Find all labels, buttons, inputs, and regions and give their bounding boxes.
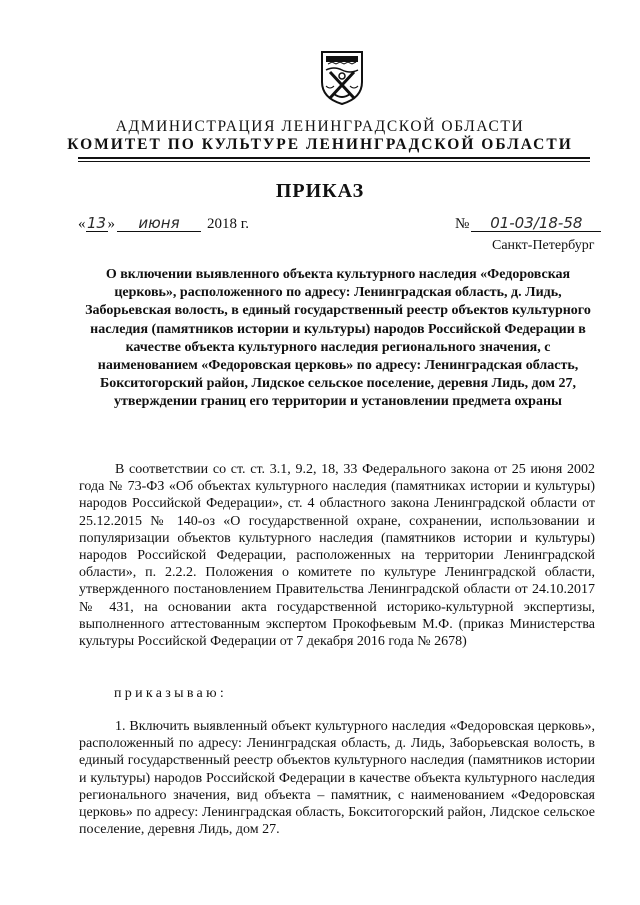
document-title: ПРИКАЗ [275,180,365,202]
coat-of-arms-icon [318,50,366,106]
city-name: Санкт-Петербург [492,238,595,253]
date-month: июня [117,215,201,232]
document-date [78,215,249,233]
organization-name: АДМИНИСТРАЦИЯ ЛЕНИНГРАДСКОЙ ОБЛАСТИ [115,118,525,135]
order-item-1: 1. Включить выявленный объект культурного наследия «Федоровская церковь», расположенный по адресу: Ленинградская область, д. Лидь, Заборьевская волость, в единый государственный реестр объектов культурного наследия (памятников истории и культуры) народов Российской Федерации в качестве объекта культурного наследия регионального значения, вид объекта – памятник, с наименованием «Федоровская церковь» по адресу: Ленинградская область, Бокситогорский район, Лидское сельское поселение, деревня Лидь, дом 27. [79,719,595,838]
document-number [455,215,601,233]
date-open-quote: « [78,216,86,232]
header-divider-thin [78,161,590,162]
number-value: 01-03/18-58 [471,215,601,232]
order-word: приказываю: [114,686,228,701]
date-close-quote: » [107,216,115,232]
document-subject: О включении выявленного объекта культурного наследия «Федоровская церковь», расположенного по адресу: Ленинградская область, д. Лидь, Заборьевская волость, в единый государственный реестр объектов культурного наследия (памятников истории и культуры) народов Российской Федерации в качестве объекта культурного наследия регионального значения, с наименованием «Федоровская церковь» по адресу: Ленинградская область, Бокситогорский район, Лидское сельское поселение, деревня Лидь, дом 27, утверждении границ его территории и установлении предмета охраны [85,267,591,410]
date-day: 13 [86,214,107,232]
number-prefix: № [455,216,470,232]
date-year: 2018 г. [207,216,249,232]
committee-name: КОМИТЕТ ПО КУЛЬТУРЕ ЛЕНИНГРАДСКОЙ ОБЛАСТИ [67,136,573,153]
intro-paragraph: В соответствии со ст. ст. 3.1, 9.2, 18, 33 Федерального закона от 25 июня 2002 года № 73-ФЗ «Об объектах культурного наследия (памятниках истории и культуры) народов Российской Федерации», ст. 4 областного закона Ленинградской области от 25.12.2015 № 140-оз «О государственной охране, сохранении, использовании и популяризации объектов культурного наследия (памятников истории и культуры) народов Российской Федерации, расположенных на территории Ленинградской области», п. 2.2.2. Положения о комитете по культуре Ленинградской области, утвержденного постановлением Правительства Ленинградской области от 24.10.2017 № 431, на основании акта государственной историко-культурной экспертизы, выполненного аттестованным экспертом Прокофьевым М.Ф. (приказ Министерства культуры Российской Федерации от 7 декабря 2016 года № 2678) [79,462,595,650]
header-divider-thick [78,157,590,159]
